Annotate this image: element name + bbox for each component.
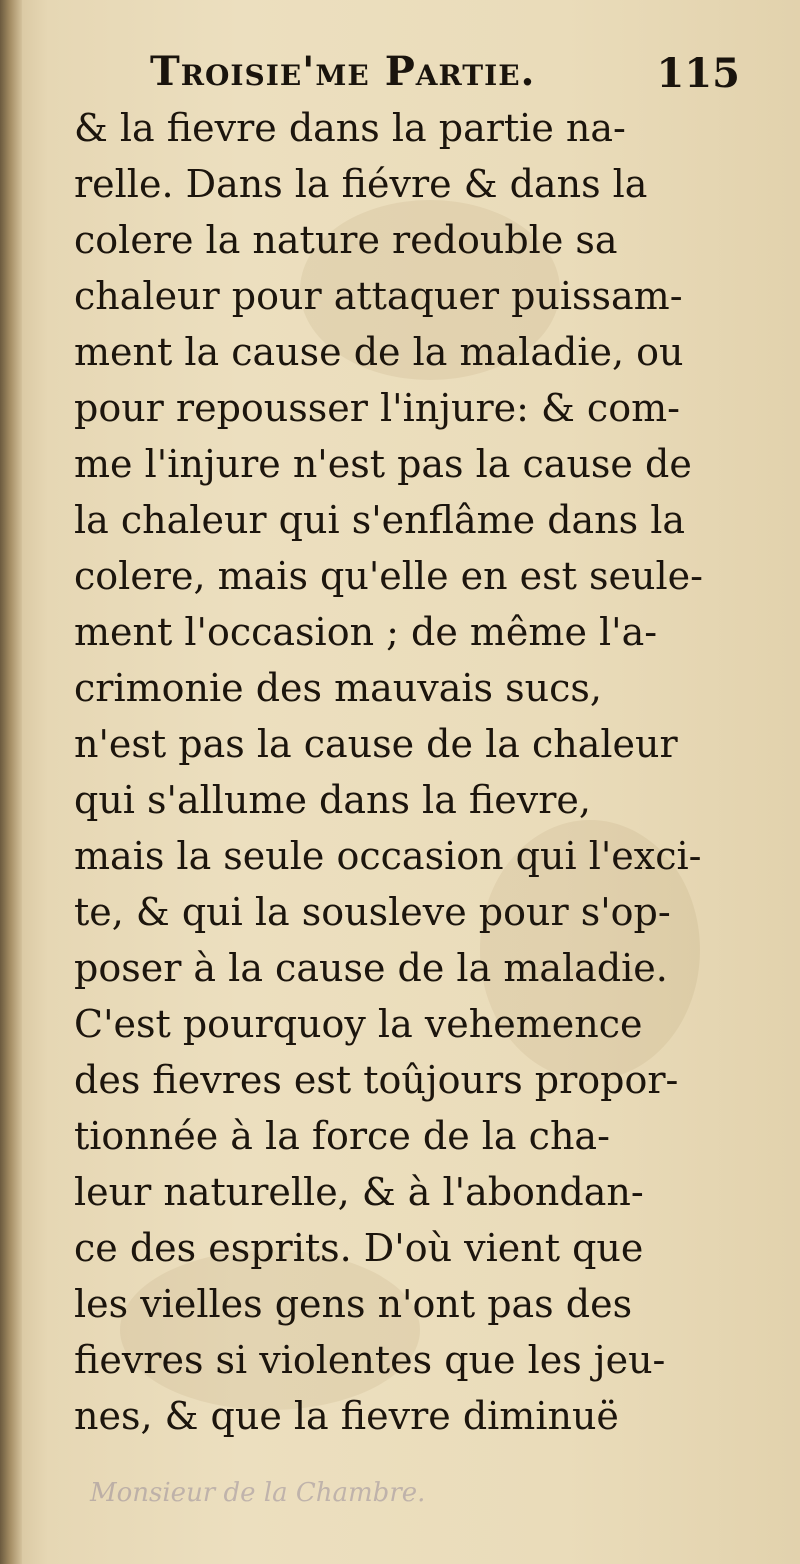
text-line: n'est pas la cause de la chaleur [74, 722, 678, 766]
page-number: 115 [656, 50, 740, 97]
page-header [150, 48, 750, 108]
text-line: qui s'allume dans la fievre, [74, 778, 591, 822]
text-line: nes, & que la fievre diminuë [74, 1394, 619, 1438]
text-line: pour repousser l'injure: & com- [74, 386, 680, 430]
text-line: crimonie des mauvais sucs, [74, 666, 602, 710]
text-line: des fievres est toûjours propor- [74, 1058, 679, 1102]
text-line: colere la nature redouble sa [74, 218, 618, 262]
text-line: C'est pourquoy la vehemence [74, 1002, 643, 1046]
bleed-through-note: Monsieur de la Chambre. [90, 1478, 426, 1508]
text-line: ment l'occasion ; de même l'a- [74, 610, 658, 654]
text-line: te, & qui la sousleve pour s'op- [74, 890, 671, 934]
text-line: les vielles gens n'ont pas des [74, 1282, 633, 1326]
text-line: me l'injure n'est pas la cause de [74, 442, 692, 486]
running-head: Troisie'me Partie. [150, 48, 536, 95]
text-line: leur naturelle, & à l'abondan- [74, 1170, 644, 1214]
text-line: la chaleur qui s'enflâme dans la [74, 498, 686, 542]
text-line: colere, mais qu'elle en est seule- [74, 554, 703, 598]
text-line: poser à la cause de la maladie. [74, 946, 668, 990]
text-line: fievres si violentes que les jeu- [74, 1338, 666, 1382]
text-line: mais la seule occasion qui l'exci- [74, 834, 702, 878]
text-line: relle. Dans la fiévre & dans la [74, 162, 648, 206]
text-line: & la fievre dans la partie na- [74, 106, 626, 150]
text-line: ment la cause de la maladie, ou [74, 330, 684, 374]
text-line: tionnée à la force de la cha- [74, 1114, 610, 1158]
text-line: ce des esprits. D'où vient que [74, 1226, 644, 1270]
page-gutter [0, 0, 22, 1564]
text-line: chaleur pour attaquer puissam- [74, 274, 683, 318]
